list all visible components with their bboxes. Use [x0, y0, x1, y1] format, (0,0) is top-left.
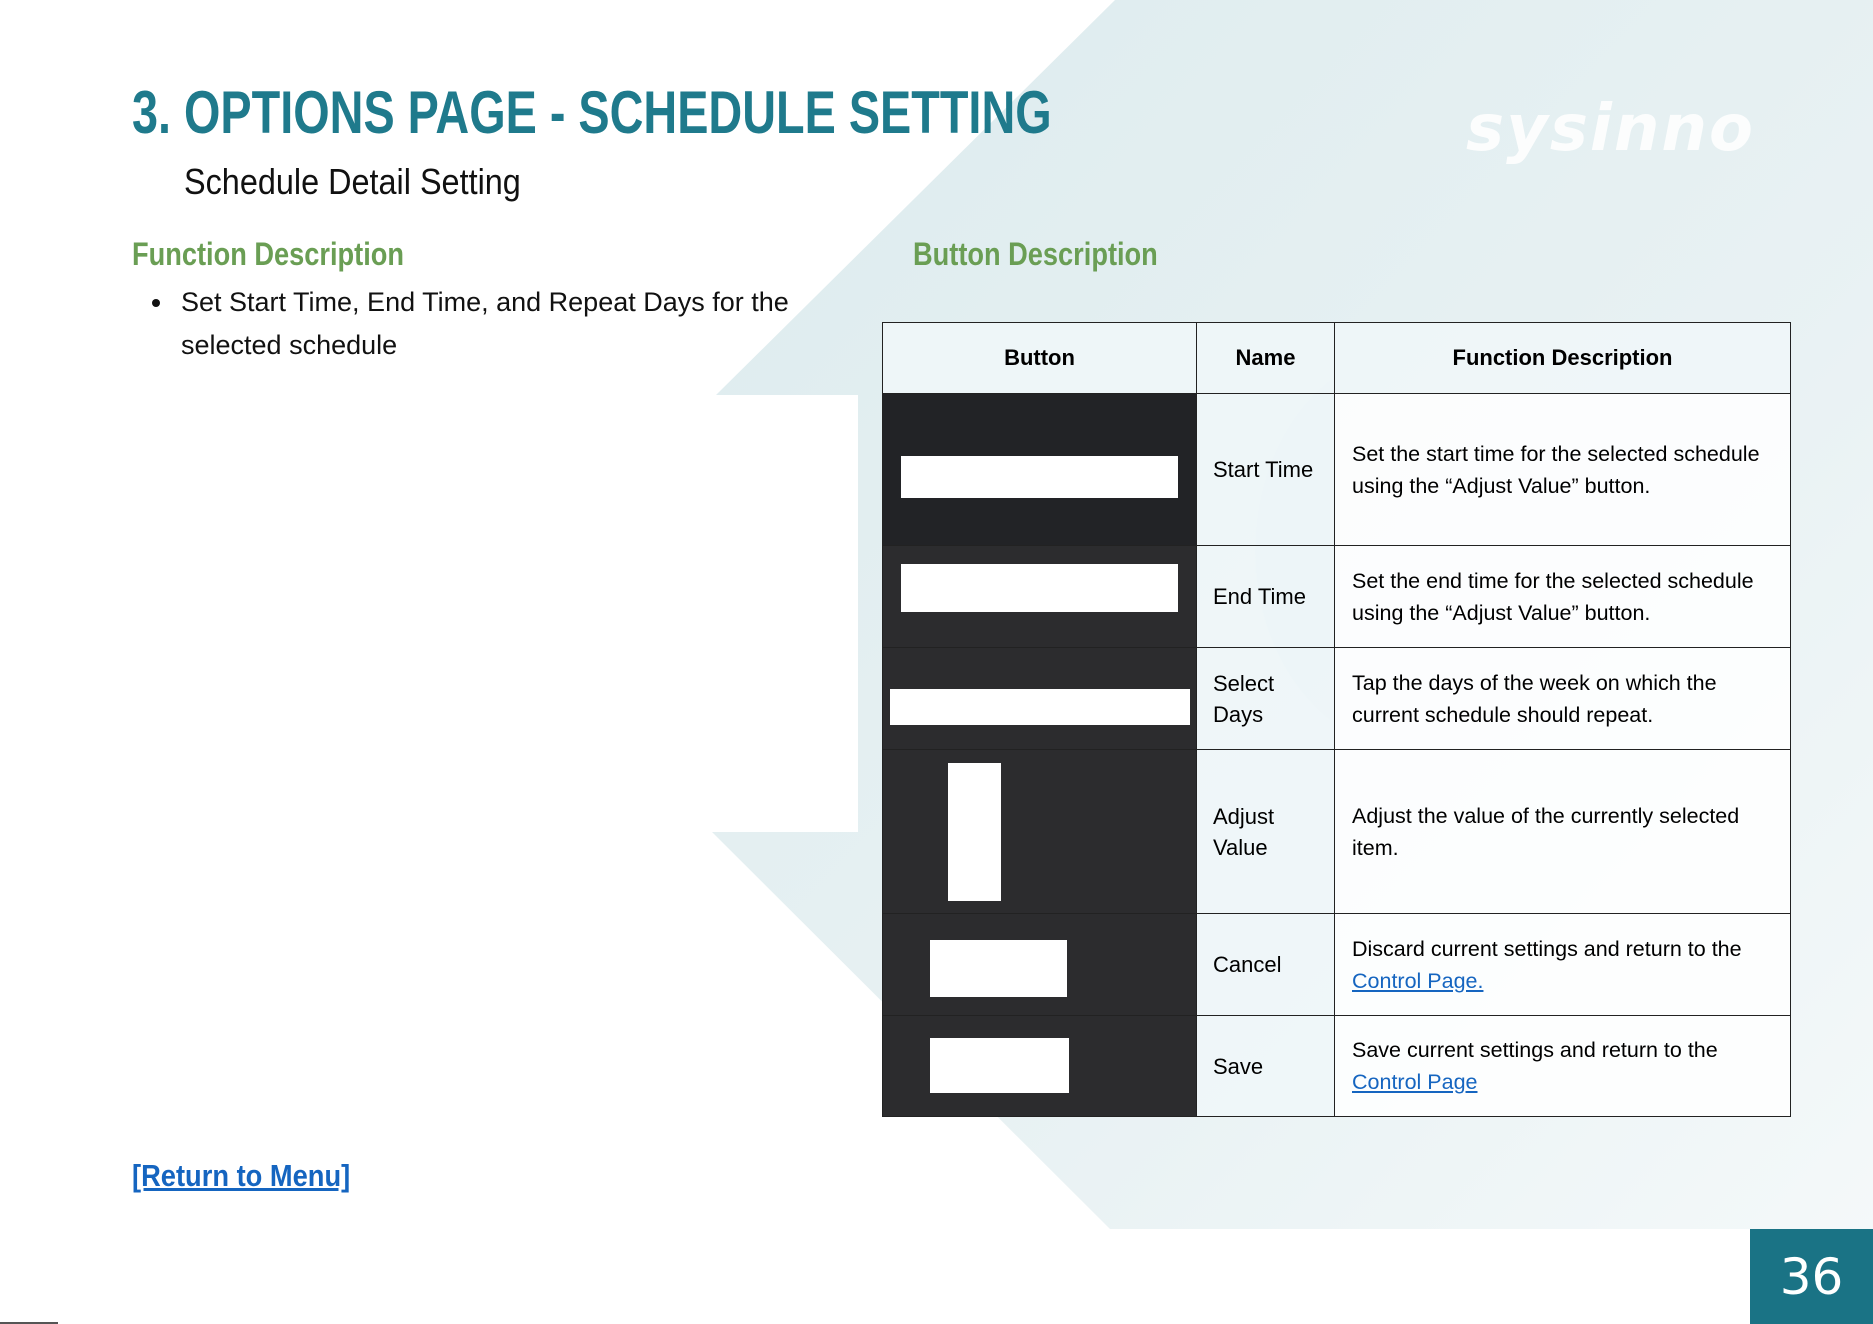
- table-row: [883, 394, 1791, 546]
- function-text: Save current settings and return to the: [1352, 1038, 1718, 1062]
- table-header-row: [883, 323, 1791, 394]
- brand-watermark: sysinno: [1466, 92, 1755, 166]
- button-function: [1335, 914, 1791, 1016]
- column-header-name: Name: [1197, 323, 1335, 394]
- button-image-save: [883, 1016, 1197, 1117]
- button-name: Save: [1197, 1016, 1335, 1117]
- return-to-menu-link[interactable]: [Return to Menu]: [132, 1158, 351, 1193]
- table-row: [883, 648, 1791, 750]
- page-number-badge: [1750, 1229, 1873, 1324]
- button-name: Start Time: [1197, 394, 1335, 546]
- control-page-link[interactable]: Control Page: [1352, 1070, 1478, 1094]
- button-image-start-time: [883, 394, 1197, 546]
- column-header-button: Button: [883, 323, 1197, 394]
- function-bullet-list: [152, 281, 852, 367]
- redacted-image: [890, 689, 1190, 725]
- column-header-function: Function Description: [1335, 323, 1791, 394]
- button-image-end-time: [883, 546, 1197, 648]
- page-title: 3. OPTIONS PAGE - SCHEDULE SETTING: [132, 79, 1052, 146]
- button-name: Select Days: [1197, 648, 1335, 750]
- button-description-table: [882, 322, 1791, 1117]
- table-row: [883, 546, 1791, 648]
- redacted-image: [930, 940, 1067, 997]
- table-row: [883, 914, 1791, 1016]
- redacted-image: [930, 1038, 1069, 1093]
- bullet-text: Set Start Time, End Time, and Repeat Days for the selected schedule: [181, 287, 789, 360]
- control-page-link[interactable]: Control Page.: [1352, 968, 1484, 993]
- button-function: Set the start time for the selected schedule using the “Adjust Value” button.: [1335, 394, 1791, 546]
- redacted-image: [948, 763, 1001, 901]
- button-function: Adjust the value of the currently selected item.: [1335, 750, 1791, 914]
- button-image-cancel: [883, 914, 1197, 1016]
- button-name: End Time: [1197, 546, 1335, 648]
- redacted-image: [901, 564, 1178, 612]
- button-image-adjust-value: [883, 750, 1197, 914]
- bullet-icon: [152, 299, 160, 307]
- function-text: Discard current settings and return to the: [1352, 936, 1742, 961]
- redacted-image: [901, 456, 1178, 498]
- function-description-heading: Function Description: [132, 236, 404, 272]
- page-subtitle: Schedule Detail Setting: [184, 161, 521, 202]
- button-description-heading: Button Description: [913, 236, 1158, 272]
- button-image-select-days: [883, 648, 1197, 750]
- page-number: 36: [1779, 1247, 1844, 1306]
- button-function: Tap the days of the week on which the current schedule should repeat.: [1335, 648, 1791, 750]
- table-row: [883, 750, 1791, 914]
- button-function: [1335, 1016, 1791, 1117]
- button-function: Set the end time for the selected schedule using the “Adjust Value” button.: [1335, 546, 1791, 648]
- button-name: Adjust Value: [1197, 750, 1335, 914]
- list-item: [152, 281, 852, 367]
- table-row: [883, 1016, 1791, 1117]
- button-name: Cancel: [1197, 914, 1335, 1016]
